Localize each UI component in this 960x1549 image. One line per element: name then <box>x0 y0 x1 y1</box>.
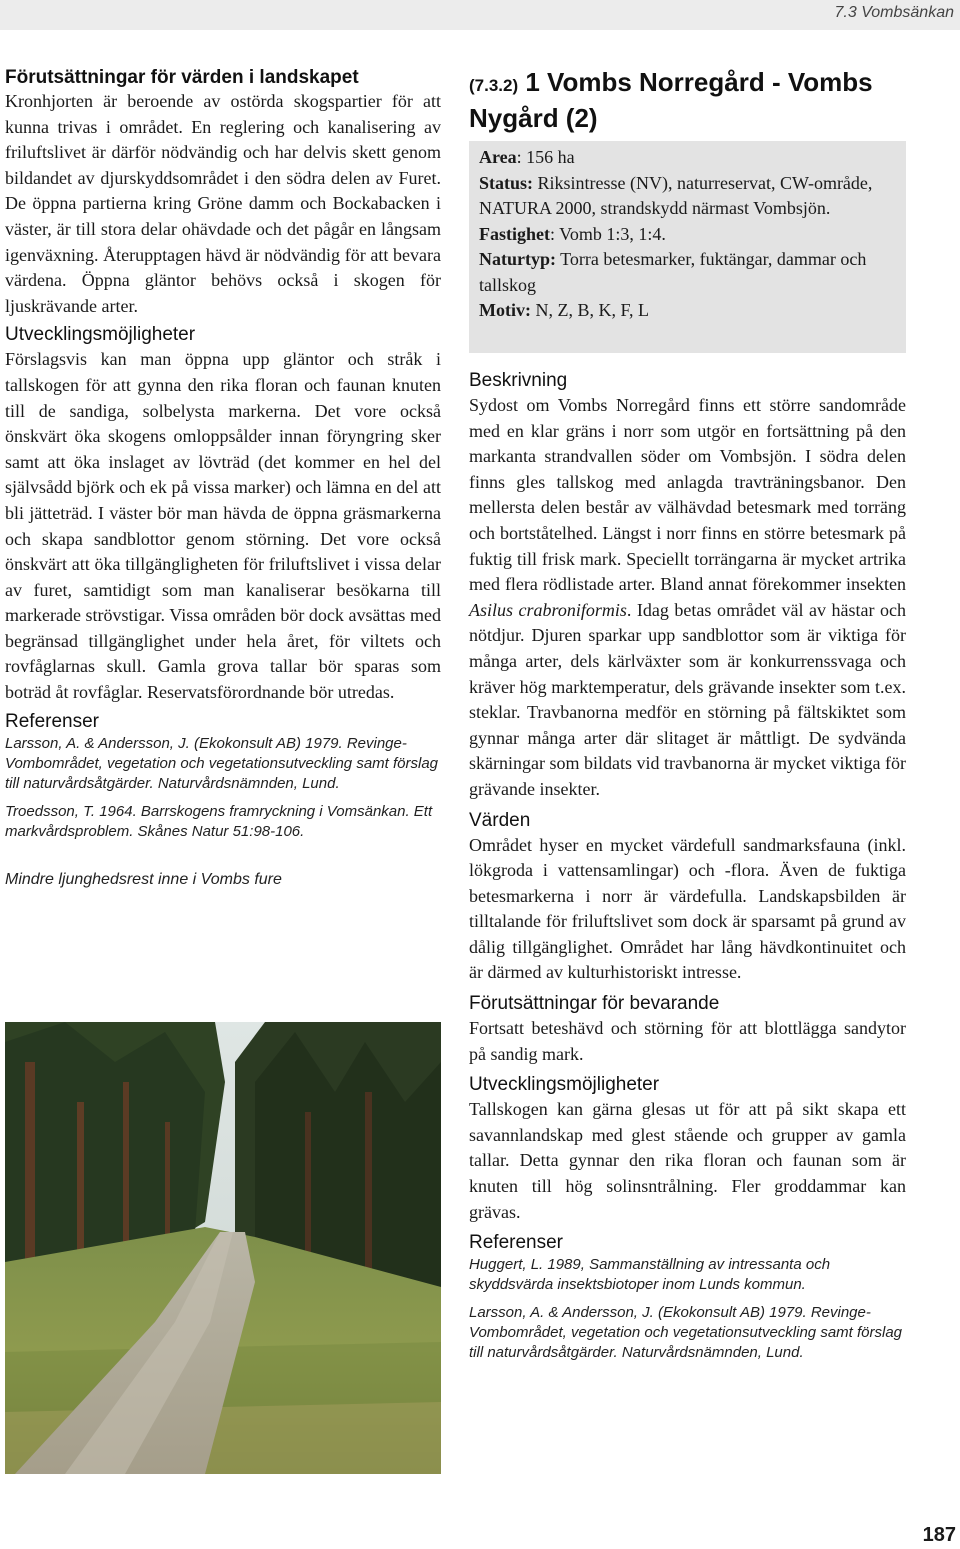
naturtyp-label: Naturtyp: <box>479 249 556 269</box>
heading-development-right: Utvecklingsmöjligheter <box>469 1074 660 1096</box>
reference-item: Larsson, A. & Andersson, J. (Ekokonsult AB) 1979. Revinge-Vombområdet, vegetation och vegetationsutveckling samt förslag till naturvårdsåtgärder. Naturvårdsnämnden, Lund. <box>469 1304 903 1362</box>
heading-conservation: Förutsättningar för bevarande <box>469 993 720 1015</box>
page-header <box>0 0 960 30</box>
status-value: Riksintresse (NV), naturreservat, CW-område, NATURA 2000, strandskydd närmast Vombsjön. <box>479 172 873 218</box>
description-text-end: . Idag betas området väl av hästar och nötdjur. Djuren sparkar upp sandblottor som är viktiga för många arter, dels kärlväxter som är konkurrenssvaga och kräver hög marktemperatur, dels grävande insekter som t.ex. steklar. Travbanorna medför en störning på fältskiktet som gynnar många arter där slitaget är måttligt. De sydvända skärningar som bildats vid travbanorna är mycket viktiga för grävande insekter. <box>469 599 906 799</box>
fastighet-value: : Vomb 1:3, 1:4. <box>550 223 666 244</box>
site-number: (7.3.2) <box>469 76 519 95</box>
heading-landscape-conditions: Förutsättningar för värden i landskapet <box>5 67 359 88</box>
right-column <box>469 66 906 1371</box>
status-label: Status: <box>479 172 534 193</box>
heading-references-left: Referenser <box>5 710 99 732</box>
paragraph-description <box>469 393 906 803</box>
motiv-label: Motiv: <box>479 300 531 320</box>
heading-values: Värden <box>469 809 531 831</box>
section-title: 7.3 Vombsänkan <box>834 4 954 21</box>
species-name: Asilus crabroniformis <box>469 599 627 620</box>
info-naturtyp <box>479 247 896 298</box>
heading-references-right: Referenser <box>469 1232 563 1254</box>
site-title <box>469 66 906 134</box>
reference-item: Huggert, L. 1989, Sammanställning av intressanta och skyddsvärda insektsbiotoper inom Lunds kommun. <box>469 1256 831 1294</box>
heading-development-left: Utvecklingsmöjligheter <box>5 324 196 346</box>
fastighet-label: Fastighet <box>479 223 550 244</box>
info-fastighet <box>479 222 896 248</box>
description-text-start: Sydost om Vombs Norregård finns ett större sandområde med en klar gräns i norr som utgör en fortsättning på den markanta strandvallen söder om Vombsjön. I södra delen finns gles tallskog med anlagda travträningsbanor. Den mellersta delen består av välhävdad betesmark med torräng och bortståtelhed. Längst i norr finns en större betesmark på fuktig till frisk mark. Speciellt torrängarna är mycket artrika med flera rödlistade arter. Bland annat förekommer insekten <box>469 395 906 595</box>
paragraph-conservation: Fortsatt beteshävd och störning för att blottlägga sandytor på sandig mark. <box>469 1018 906 1064</box>
reference-item: Larsson, A. & Andersson, J. (Ekokonsult AB) 1979. Revinge-Vombområdet, vegetation och vegetationsutveckling samt förslag till naturvårdsåtgärder. Naturvårdsnämnden, Lund. <box>5 734 439 792</box>
reference-item: Troedsson, T. 1964. Barrskogens framryckning i Vomsänkan. Ett markvårdsproblem. Skånes Natur 51:98-106. <box>5 802 433 840</box>
forest-path-photo <box>5 1022 441 1474</box>
info-motiv <box>479 298 896 324</box>
paragraph-values: Området hyser en mycket värdefull sandmarksfauna (inkl. lökgroda i vattensamlingar) och -flora. Även de fuktiga betesmarkerna i norr är värdefulla. Landskapsbilden är tilltalande för friluftslivet som dock är sparsamt på grund av dålig tillgänglighet. Området har lång hävdkontinuitet och är därmed av kulturhistoriskt intresse. <box>469 834 906 983</box>
left-column <box>5 66 441 890</box>
heading-description: Beskrivning <box>469 370 568 391</box>
site-info-box <box>469 141 906 353</box>
paragraph-development-left: Förslagsvis kan man öppna upp gläntor och stråk i tallskogen för att gynna den rika floran och faunan knuten till de sandiga, solbelysta markerna. Det vore också önskvärt öka skogens omloppsålder innan föryngring sker samt att öka inslaget av lövträd (det kommer en hel del självsådd björk och ek på vissa marker) och lämna en del att bli jätteträd. I väster bör man hävda de öppna gräsmarkerna och skapa sandblottor genom störning. Det vore också önskvärt att öka tillgängligheten för friluftslivet i vissa delar av furet, samtidigt som man kanaliserar besökarna till markerade strövstigar. Vissa områden bör dock avsättas med begränsad tillgänglighet under hela året, för viltets och rovfåglarnas skull. Gamla grova tallar bör sparas som boträd åt rovfåglar. Reservatsförordnande bör utredas. <box>5 349 441 703</box>
page-number: 187 <box>922 1524 956 1546</box>
photo-caption: Mindre ljunghedsrest inne i Vombs fure <box>5 870 282 888</box>
area-label: Area <box>479 147 517 167</box>
info-status <box>479 171 896 222</box>
site-name: 1 Vombs Norregård - Vombs Nygård (2) <box>469 67 873 133</box>
area-value: : 156 ha <box>516 147 575 167</box>
motiv-value: N, Z, B, K, F, L <box>530 300 650 320</box>
info-area <box>479 145 896 171</box>
paragraph-landscape-conditions: Kronhjorten är beroende av ostörda skogspartier för att kunna trivas i området. En reglering och kanalisering av friluftslivet är därför nödvändig och har delvis skett genom bildandet av djurskyddsområdet i den södra delen av Furet. De öppna partierna kring Gröne damm och Bockabacken i väster, är till stora delar ohävdade och det pågår en långsam igenväxning. Återupptagen hävd är nödvändig för att bevara värdena. Öppna gläntor behövs också i skogen för ljuskrävande arter. <box>5 91 441 316</box>
photo-illustration <box>5 1022 441 1474</box>
paragraph-development-right: Tallskogen kan gärna glesas ut för att på sikt skapa ett savannlandskap med glest stående och grupper av gamla tallar. Detta gynnar den rika floran och faunan som är knuten till hög solinsntrålning. Fler groddammar kan grävas. <box>469 1099 906 1222</box>
naturtyp-value: Torra betesmarker, fuktängar, dammar och tallskog <box>479 249 867 295</box>
